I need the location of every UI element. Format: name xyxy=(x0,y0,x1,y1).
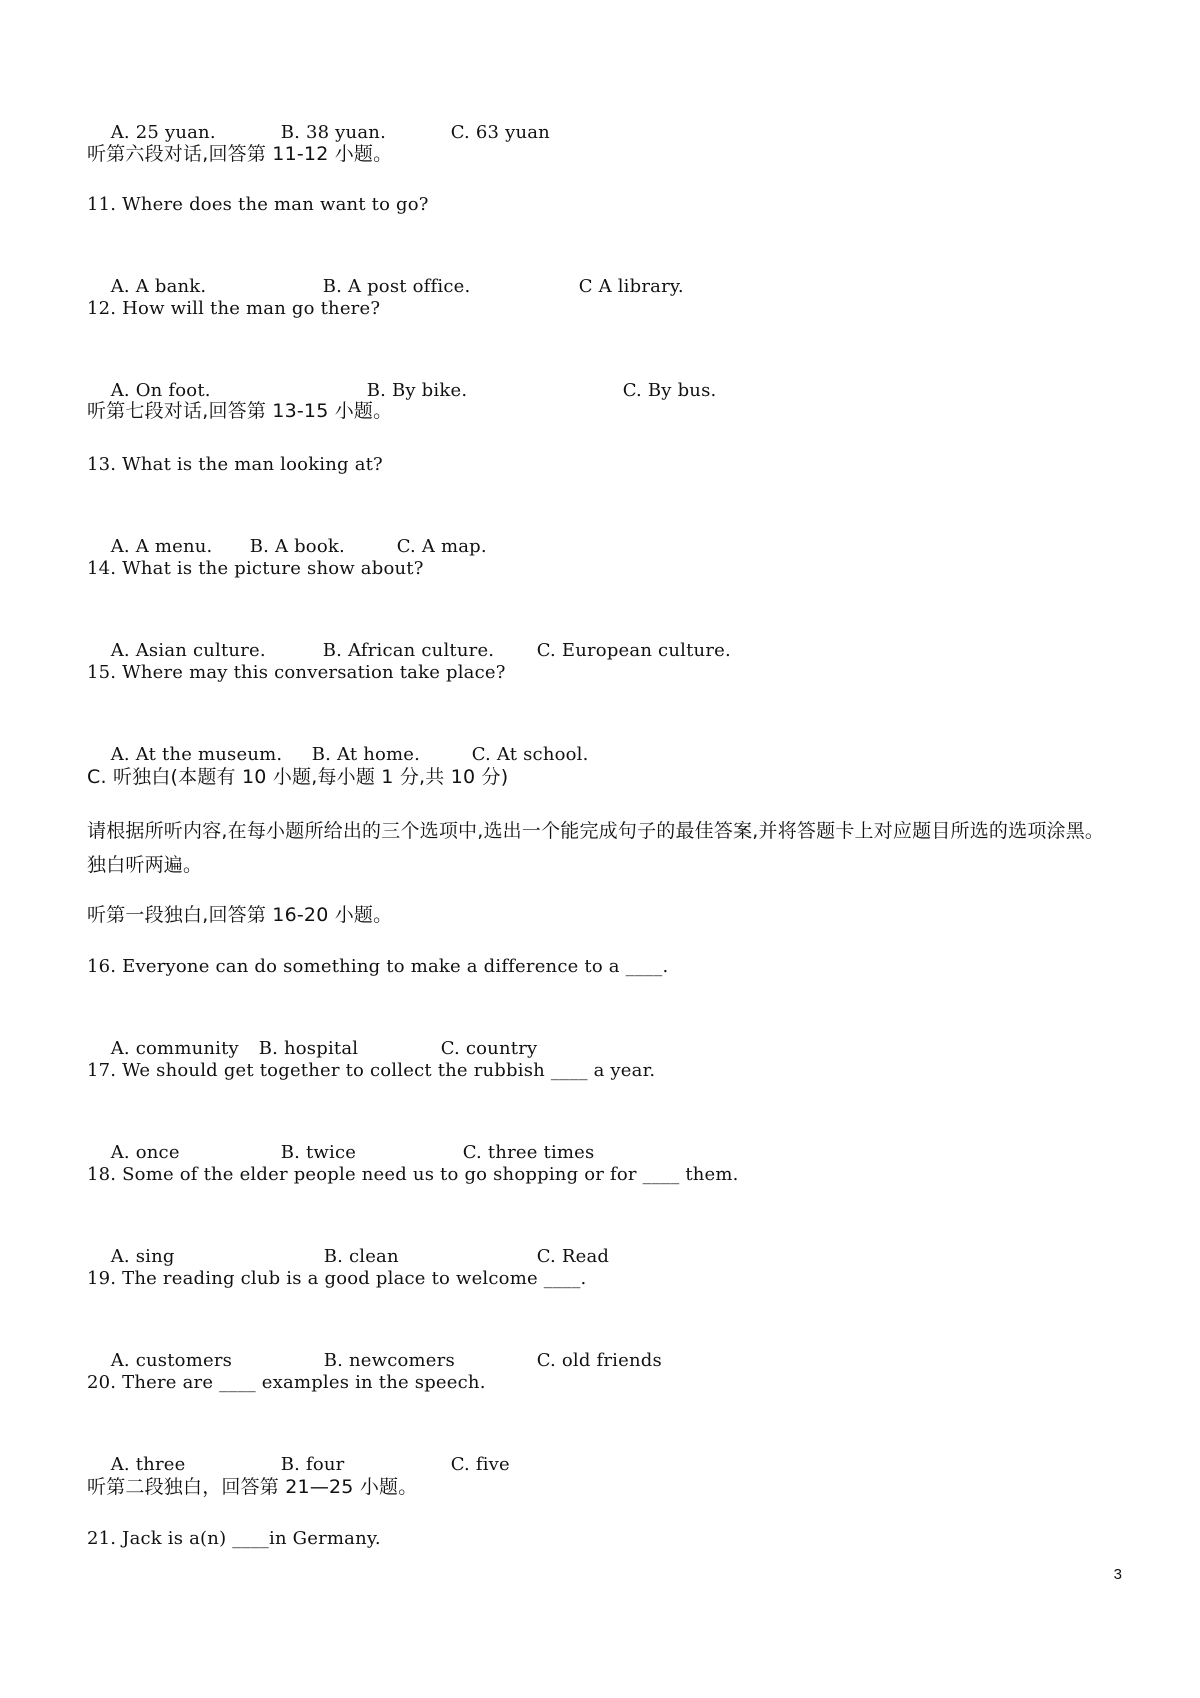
q17-option-b: B. twice xyxy=(280,1142,357,1163)
q14-option-a: A. Asian culture. xyxy=(110,640,266,661)
monologue-2-heading: 听第二段独白，回答第 21—25 小题。 xyxy=(87,1476,418,1498)
q16-question: 16. Everyone can do something to make a difference to a ____. xyxy=(87,956,669,977)
q18-option-a: A. sing xyxy=(110,1246,175,1267)
q12-question: 12. How will the man go there? xyxy=(87,298,381,319)
q15-option-b: B. At home. xyxy=(311,744,421,765)
q20-option-a: A. three xyxy=(110,1454,186,1475)
q12-option-b: B. By bike. xyxy=(366,380,468,401)
part-c-instructions: 请根据所听内容,在每小题所给出的三个选项中,选出一个能完成句子的最佳答案,并将答题卡上对应题目所选的选项涂黑。独白听两遍。 xyxy=(87,820,1105,876)
q13-option-c: C. A map. xyxy=(396,536,487,557)
section-6-heading: 听第六段对话,回答第 11-12 小题。 xyxy=(87,143,393,165)
q17-option-a: A. once xyxy=(110,1142,180,1163)
q11-option-c: C A library. xyxy=(578,276,684,297)
q18-option-b: B. clean xyxy=(323,1246,399,1267)
q19-question: 19. The reading club is a good place to welcome ____. xyxy=(87,1268,587,1289)
q10-option-c: C. 63 yuan xyxy=(450,122,550,143)
q17-option-c: C. three times xyxy=(462,1142,595,1163)
q17-question: 17. We should get together to collect the rubbish ____ a year. xyxy=(87,1060,656,1081)
monologue-1-heading: 听第一段独白,回答第 16-20 小题。 xyxy=(87,904,393,926)
q11-option-a: A. A bank. xyxy=(110,276,207,297)
q12-option-c: C. By bus. xyxy=(622,380,717,401)
q20-option-c: C. five xyxy=(450,1454,510,1475)
q12-option-a: A. On foot. xyxy=(110,380,211,401)
q10-option-a: A. 25 yuan. xyxy=(110,122,216,143)
q13-option-a: A. A menu. xyxy=(110,536,213,557)
q16-option-b: B. hospital xyxy=(258,1038,359,1059)
q15-option-c: C. At school. xyxy=(471,744,589,765)
q20-option-b: B. four xyxy=(280,1454,345,1475)
section-7-heading: 听第七段对话,回答第 13-15 小题。 xyxy=(87,400,393,422)
q14-option-b: B. African culture. xyxy=(322,640,495,661)
q20-question: 20. There are ____ examples in the speech. xyxy=(87,1372,486,1393)
q11-option-b: B. A post office. xyxy=(322,276,471,297)
q19-option-a: A. customers xyxy=(110,1350,233,1371)
q11-question: 11. Where does the man want to go? xyxy=(87,194,429,215)
q19-option-c: C. old friends xyxy=(536,1350,662,1371)
q13-option-b: B. A book. xyxy=(249,536,345,557)
q10-option-b: B. 38 yuan. xyxy=(280,122,386,143)
q18-question: 18. Some of the elder people need us to go shopping or for ____ them. xyxy=(87,1164,739,1185)
q15-option-a: A. At the museum. xyxy=(110,744,283,765)
q16-option-c: C. country xyxy=(440,1038,538,1059)
part-c-title: C. 听独白(本题有 10 小题,每小题 1 分,共 10 分) xyxy=(87,766,509,788)
q15-question: 15. Where may this conversation take place? xyxy=(87,662,506,683)
q18-option-c: C. Read xyxy=(536,1246,610,1267)
q19-option-b: B. newcomers xyxy=(323,1350,455,1371)
q21-question: 21. Jack is a(n) ____in Germany. xyxy=(87,1528,381,1549)
q13-question: 13. What is the man looking at? xyxy=(87,454,383,475)
q16-option-a: A. community xyxy=(110,1038,239,1059)
q14-question: 14. What is the picture show about? xyxy=(87,558,424,579)
page-number: 3 xyxy=(1113,1566,1122,1583)
q14-option-c: C. European culture. xyxy=(536,640,731,661)
